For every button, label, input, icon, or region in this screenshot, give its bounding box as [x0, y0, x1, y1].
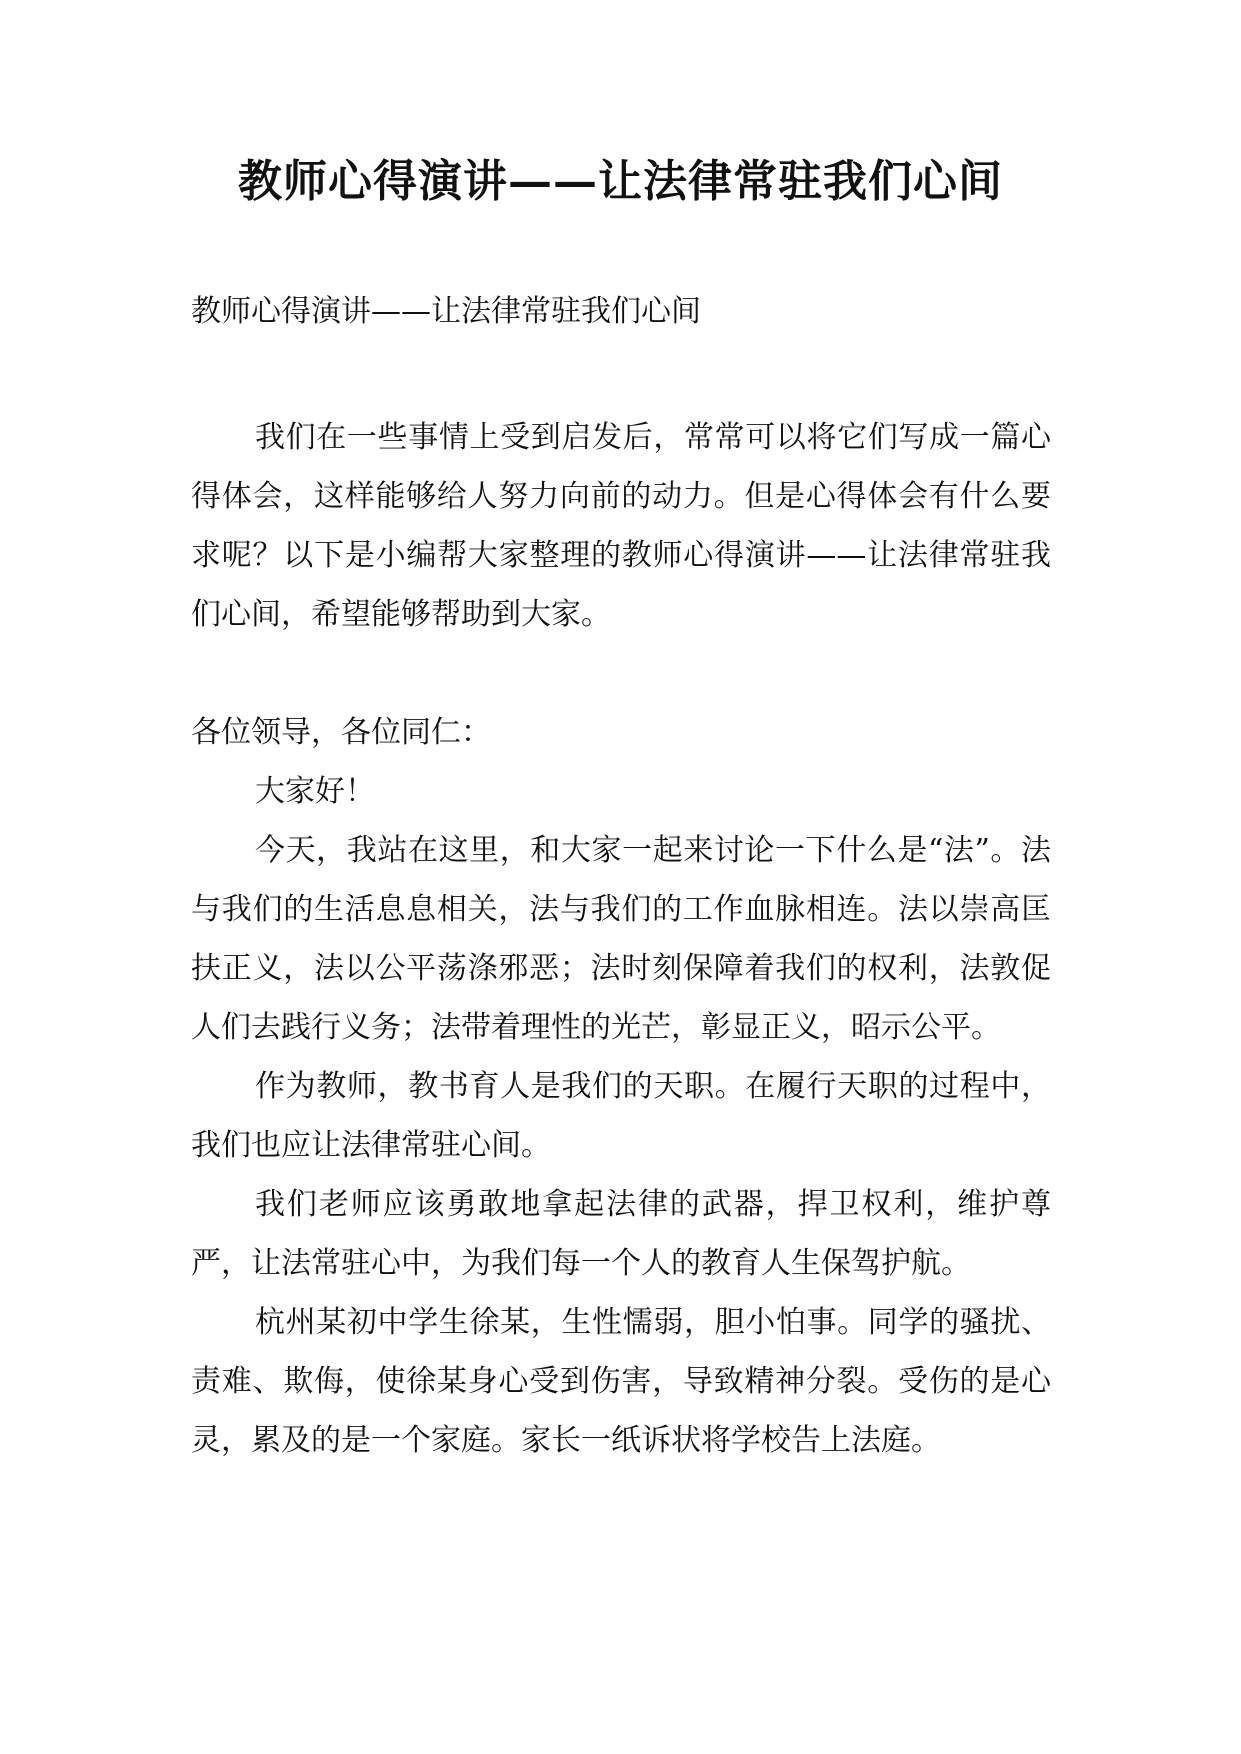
intro-paragraph: 我们在一些事情上受到启发后，常常可以将它们写成一篇心得体会，这样能够给人努力向前的动力。但是心得体会有什么要求呢？以下是小编帮大家整理的教师心得演讲——让法律常驻我们心间，希望能够帮助到大家。 — [191, 420, 1051, 632]
salutation: 各位领导，各位同仁： — [191, 715, 491, 750]
document-title: 教师心得演讲——让法律常驻我们心间 — [238, 156, 1003, 207]
document-body — [191, 408, 1051, 1470]
greeting: 大家好！ — [255, 774, 375, 809]
body-paragraph: 作为教师，教书育人是我们的天职。在履行天职的过程中，我们也应让法律常驻心间。 — [191, 1069, 1051, 1163]
body-paragraph: 今天，我站在这里，和大家一起来讨论一下什么是“法”。法与我们的生活息息相关，法与我们的工作血脉相连。法以崇高匡扶正义，法以公平荡涤邪恶；法时刻保障着我们的权利，法敦促人们去践行义务；法带着理性的光芒，彰显正义，昭示公平。 — [191, 833, 1051, 1045]
body-paragraph: 杭州某初中学生徐某，生性懦弱，胆小怕事。同学的骚扰、责难、欺侮，使徐某身心受到伤害，导致精神分裂。受伤的是心灵，累及的是一个家庭。家长一纸诉状将学校告上法庭。 — [191, 1305, 1051, 1458]
body-paragraph: 我们老师应该勇敢地拿起法律的武器，捍卫权利，维护尊严，让法常驻心中，为我们每一个人的教育人生保驾护航。 — [191, 1187, 1051, 1281]
document-subtitle: 教师心得演讲——让法律常驻我们心间 — [191, 294, 701, 329]
